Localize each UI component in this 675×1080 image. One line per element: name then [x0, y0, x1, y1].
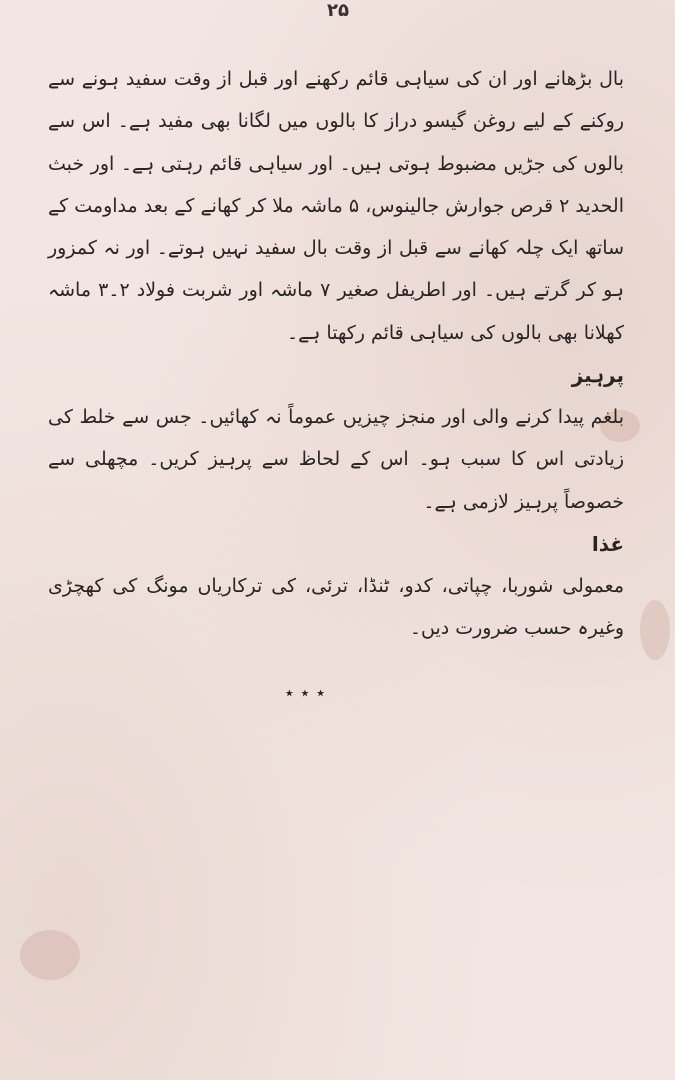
section-heading-parhez: پرہیز — [571, 363, 624, 388]
paper-stain — [20, 930, 80, 980]
body-text — [48, 58, 624, 650]
page-number: ۲۵ — [327, 0, 349, 21]
section-heading-ghiza: غذا — [591, 531, 624, 556]
paragraph: معمولی شوربا، چپاتی، کدو، ٹنڈا، ترئی، کی ترکاریاں مونگ کی کھچڑی وغیرہ حسب ضرورت دیں۔ — [48, 574, 624, 640]
ornament-star-icon: ٭ — [285, 683, 294, 702]
section-divider-ornaments — [285, 683, 325, 702]
paragraph: بلغم پیدا کرنے والی اور منجز چیزیں عموماً نہ کھائیں۔ جس سے خلط کی زیادتی اس کا سبب ہو۔ اس کے لحاظ سے پرہیز کریں۔ مچھلی سے خصوصاً پرہیز لازمی ہے۔ — [48, 406, 624, 513]
ornament-star-icon: ٭ — [316, 683, 325, 702]
paper-stain — [640, 600, 670, 660]
paragraph: بال بڑھانے اور ان کی سیاہی قائم رکھنے اور قبل از وقت سفید ہونے سے روکنے کے لیے روغن گیسو دراز کا بالوں میں لگانا بھی مفید ہے۔ اس سے بالوں کی جڑیں مضبوط ہوتی ہیں۔ اور سیاہی قائم رہتی ہے۔ اور خبث الحدید ۲ قرص جوارش جالینوس، ۵ ماشہ ملا کر کھانے کے بعد مداومت کے ساتھ ایک چلہ کھانے سے قبل از وقت بال سفید نہیں ہوتے۔ اور نہ کمزور ہو کر گرتے ہیں۔ اور اطریفل صغیر ۷ ماشہ اور شربت فولاد ۲۔۳ ماشہ کھلانا بھی بالوں کی سیاہی قائم رکھتا ہے۔ — [48, 68, 625, 344]
ornament-star-icon: ٭ — [300, 683, 310, 702]
